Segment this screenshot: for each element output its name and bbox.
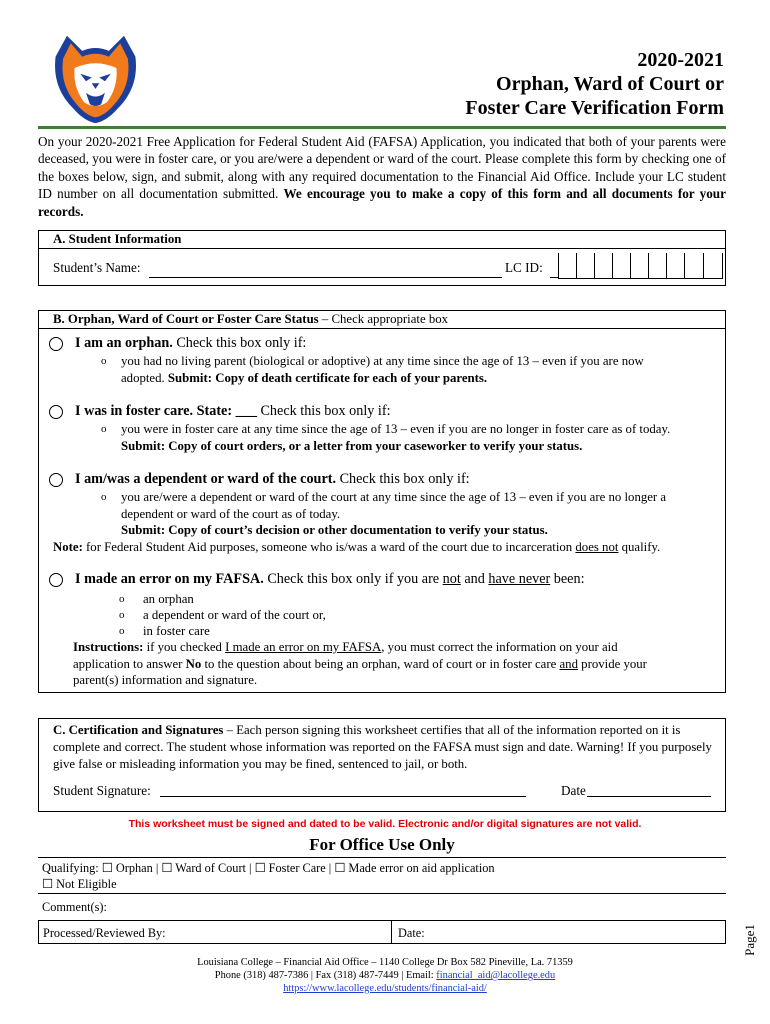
lc-id-cell: [576, 253, 577, 278]
title-divider: [38, 126, 726, 129]
lc-id-cell: [630, 253, 631, 278]
ward-of-court-radio[interactable]: [49, 473, 63, 487]
student-name-label: Student’s Name:: [53, 260, 141, 275]
note-text: [53, 539, 723, 556]
signature-date-field[interactable]: [587, 796, 711, 797]
foster-care-title: I was in foster care. State:: [75, 403, 233, 419]
title-line-3: Foster Care Verification Form: [465, 97, 724, 119]
orphan-radio[interactable]: [49, 337, 63, 351]
office-rule: [38, 893, 726, 894]
student-signature-field[interactable]: [160, 796, 526, 797]
comments-label: Comment(s):: [42, 900, 107, 914]
lc-id-cell: [594, 253, 595, 278]
footer-website-link[interactable]: https://www.lacollege.edu/students/financial-aid/: [283, 983, 487, 994]
footer-address: Louisiana College – Financial Aid Office – 1140 College Dr Box 582 Pineville, La. 71359: [197, 957, 573, 968]
instructions-line2-b: to the question about being an orphan, ward of court or in foster care: [201, 656, 560, 671]
signature-warning: This worksheet must be signed and dated to be valid. Electronic and/or digital signatures are not valid.: [128, 818, 642, 830]
instructions-line2-c: provide your: [577, 656, 647, 671]
office-use-title: For Office Use Only: [309, 835, 455, 854]
ward-of-court-option-label: [75, 471, 470, 488]
ward-of-court-submit-text: Submit: Copy of court’s decision or other documentation to verify your status.: [121, 523, 548, 537]
fafsa-error-have-never: have never: [488, 571, 551, 587]
instructions-no: No: [185, 656, 202, 671]
orphan-bullet-cont: adopted.: [121, 370, 165, 385]
ward-of-court-bullet-cont: dependent or ward of the court as of today.: [121, 506, 341, 521]
qualifying-options[interactable]: ☐ Orphan | ☐ Ward of Court | ☐ Foster Care | ☐ Made error on aid application: [101, 861, 495, 875]
lc-id-cell: [648, 253, 649, 278]
not-eligible-option[interactable]: ☐ Not Eligible: [42, 877, 117, 891]
bullet-icon: o: [101, 423, 107, 435]
ward-of-court-check-text: Check this box only if:: [336, 471, 470, 487]
section-b-header: [39, 311, 725, 329]
foster-care-bullet-text: you were in foster care at any time since the age of 13 – even if you are no longer in foster care as of today.: [121, 422, 671, 436]
foster-care-criteria: [121, 421, 725, 454]
section-a-student-info: [38, 230, 726, 286]
state-field[interactable]: ___: [235, 403, 257, 419]
note-emphasis: does not: [575, 540, 619, 554]
office-rule-top: [38, 857, 726, 858]
fafsa-error-check-text: Check this box only if you are: [263, 571, 443, 587]
note-body: for Federal Student Aid purposes, someone who is/was a ward of the court due to incarceration: [82, 540, 576, 554]
certification-text: [53, 722, 713, 773]
lc-id-cell: [558, 253, 559, 278]
fafsa-error-title: I made an error on my FAFSA.: [75, 571, 264, 587]
processed-divider: [391, 920, 392, 944]
processed-by-label: Processed/Reviewed By:: [43, 926, 166, 940]
lc-id-cell: [703, 253, 704, 278]
fafsa-error-bullet-2: a dependent or ward of the court or,: [143, 608, 326, 622]
fafsa-error-bullet-3: in foster care: [143, 624, 210, 638]
instructions-underlined: I made an error on my FAFSA: [225, 640, 382, 654]
instructions-label: Instructions:: [73, 640, 144, 654]
qualifying-row: [42, 860, 495, 892]
lc-id-cell: [612, 253, 613, 278]
lc-id-underline: [550, 277, 558, 278]
section-b-status: [38, 310, 726, 693]
section-b-header-rest: – Check appropriate box: [318, 312, 449, 326]
ward-of-court-bullet-text: you are/were a dependent or ward of the court at any time since the age of 13 – even if you are no longer a: [121, 490, 667, 504]
bullet-icon: o: [101, 355, 107, 367]
page-number: [734, 920, 770, 960]
bullet-icon: o: [101, 491, 107, 503]
orphan-option-label: [75, 335, 306, 352]
note-end: qualify.: [618, 540, 661, 554]
orphan-title: I am an orphan.: [75, 335, 173, 351]
fafsa-error-radio[interactable]: [49, 573, 63, 587]
intro-paragraph: [38, 133, 726, 220]
fafsa-error-been: been:: [550, 571, 585, 587]
bullet-icon: o: [119, 625, 125, 637]
orphan-bullet-text: you had no living parent (biological or adoptive) at any time since the age of 13 – even if you are now: [121, 354, 644, 368]
ward-of-court-title: I am/was a dependent or ward of the court.: [75, 471, 337, 487]
processed-row: [38, 920, 726, 944]
orphan-check-text: Check this box only if:: [172, 335, 307, 351]
college-logo: [48, 30, 143, 125]
page-number-text: Page1: [741, 924, 757, 956]
lc-id-cell: [666, 253, 667, 278]
foster-care-option-label: [75, 403, 391, 420]
bullet-icon: o: [119, 593, 125, 605]
ward-of-court-criteria: [121, 489, 725, 539]
intro-text: On your 2020-2021 Free Application for Federal Student Aid (FAFSA) Application, you indicated that both of your parents were deceased, you were in foster care, or you are/were a dependent or ward of the court. Please complete this form by checking one of the boxes below, sign, and submit, along with any required documentation to the Financial Aid Office. Include your LC student ID number on all documentation submitted.: [38, 134, 726, 202]
qualifying-label: Qualifying:: [42, 861, 99, 875]
section-b-header-bold: B. Orphan, Ward of Court or Foster Care Status: [53, 312, 319, 326]
fafsa-error-bullet-1: an orphan: [143, 592, 194, 606]
fafsa-error-option-label: [75, 571, 585, 588]
instructions-part-b: , you must correct the information on your aid: [381, 640, 618, 654]
section-c-header: C. Certification and Signatures: [53, 723, 224, 737]
instructions-text: [73, 639, 713, 689]
lc-id-cell: [684, 253, 685, 278]
footer-contact: [0, 969, 770, 982]
bullet-icon: o: [119, 609, 125, 621]
student-name-field[interactable]: [149, 277, 502, 278]
instructions-and: and: [559, 656, 578, 671]
orphan-submit-text: Submit: Copy of death certificate for each of your parents.: [167, 370, 488, 385]
footer-website: [0, 982, 770, 995]
footer-phone-fax: Phone (318) 487-7386 | Fax (318) 487-7449 | Email:: [214, 970, 437, 981]
instructions-line3: parent(s) information and signature.: [73, 673, 258, 687]
fafsa-error-not: not: [442, 571, 461, 587]
title-year: 2020-2021: [637, 49, 724, 71]
title-line-2: Orphan, Ward of Court or: [496, 73, 724, 95]
foster-care-radio[interactable]: [49, 405, 63, 419]
foster-care-check-text: Check this box only if:: [256, 403, 391, 419]
lc-id-field[interactable]: [558, 253, 723, 279]
section-c-certification: [38, 718, 726, 812]
processed-date-label: Date:: [398, 926, 425, 940]
footer-email-link[interactable]: financial_aid@lacollege.edu: [436, 970, 556, 981]
instructions-part-a: if you checked: [143, 640, 226, 654]
certification-body: – Each person signing this worksheet certifies that all of the information reported on it is complete and correct. The student whose information was reported on the FAFSA must sign and date. Warning! If you purposely give false or misleading information you may be fined, sentenced to jail, or both.: [53, 723, 712, 771]
orphan-criteria: [121, 353, 721, 386]
section-a-header: A. Student Information: [39, 231, 725, 249]
intro-bold-text: We encourage you to make a copy of this form and all documents for your records.: [38, 186, 726, 219]
student-signature-label: Student Signature:: [53, 783, 151, 798]
signature-date-label: Date: [561, 783, 586, 798]
note-label: Note:: [53, 540, 83, 554]
form-title: [465, 48, 724, 120]
instructions-line2-a: application to answer: [73, 656, 186, 671]
lc-id-label: LC ID:: [505, 260, 543, 275]
fafsa-error-and: and: [460, 571, 489, 587]
foster-care-submit-text: Submit: Copy of court orders, or a letter from your caseworker to verify your status.: [121, 438, 583, 453]
